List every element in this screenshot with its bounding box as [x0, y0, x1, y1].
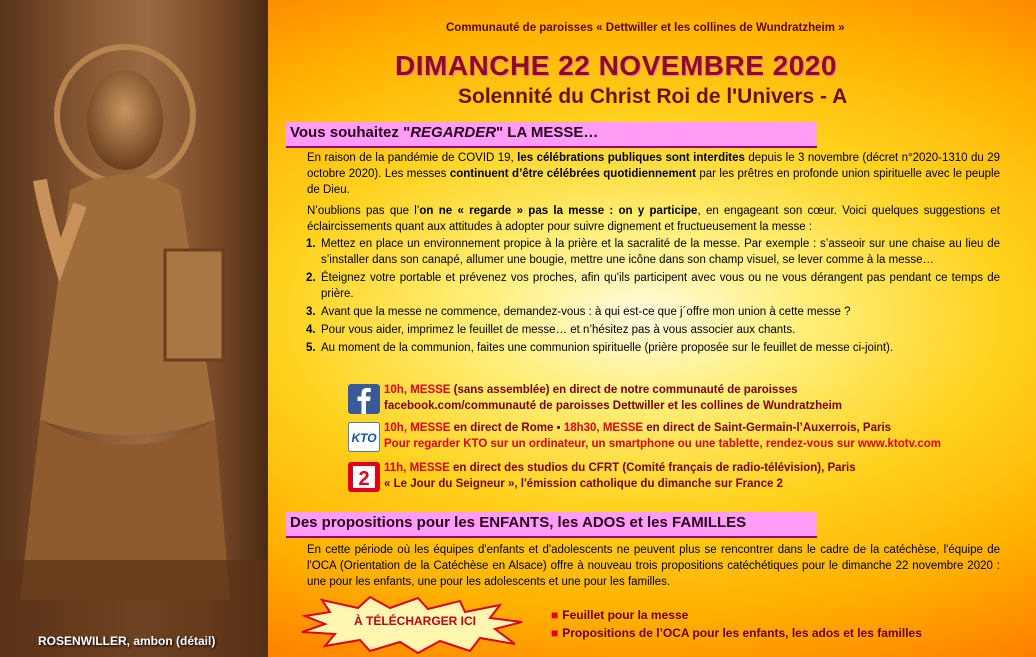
france2-line-1: [384, 460, 856, 476]
bullet-square-icon: ■: [551, 626, 559, 640]
section-heading-families: Des propositions pour les ENFANTS, les ADOS et les FAMILLES: [286, 512, 817, 538]
list-item: [306, 236, 1000, 268]
kto-logo: [348, 422, 380, 452]
list-text: Avant que la messe ne commence, demandez-vous : à qui est-ce que j´offre mon union à cette messe ?: [321, 306, 851, 318]
facebook-line-1: [384, 382, 842, 398]
kto-line-1: [384, 420, 941, 436]
link-text: Propositions de l’OCA pour les enfants, les ados et les familles: [562, 626, 922, 640]
list-number: 2.: [306, 272, 316, 284]
christ-relief-image: [0, 0, 268, 657]
broadcast-detail: (sans assemblée) en direct de notre communauté de paroisses: [450, 384, 798, 396]
heading-part: " LA MESSE…: [496, 124, 599, 141]
svg-text:KTO: KTO: [351, 431, 377, 445]
list-number: 1.: [306, 238, 316, 250]
kto-link[interactable]: Pour regarder KTO sur un ordinateur, un smartphone ou une tablette, rendez-vous sur www.ktotv.com: [384, 438, 941, 450]
participation-paragraph: [307, 203, 1000, 235]
link-oca-proposals[interactable]: [551, 624, 922, 642]
list-number: 4.: [306, 324, 316, 336]
text-bold: les célébrations publiques sont interdites: [517, 152, 745, 164]
kto-text: [384, 420, 941, 452]
section-heading-watch-mass: [286, 122, 817, 148]
france2-logo: [348, 462, 380, 492]
facebook-text: [384, 382, 842, 414]
list-item: [306, 322, 1000, 338]
text-part: par les prêtres en profonde union spirituelle avec le peuple de Dieu.: [307, 168, 1000, 196]
covid-paragraph: [307, 150, 1000, 198]
text-bold: on ne « regarde » pas la messe : on y participe: [419, 205, 698, 217]
download-label[interactable]: À TÉLÉCHARGER ICI: [354, 614, 477, 628]
download-links: [551, 606, 922, 642]
text-bold: continuent d’être célébrées quotidiennement: [449, 168, 696, 180]
text-part: N’oublions pas que l’: [307, 205, 420, 217]
suggestions-list: [306, 236, 1000, 358]
heading-part: Vous souhaitez ": [290, 124, 411, 141]
list-number: 5.: [306, 342, 316, 354]
text-part: depuis le 3 novembre (décret n°2020-1310 du 29 octobre 2020). Les messes: [307, 152, 1000, 180]
parish-name: Communauté de paroisses « Dettwiller et les collines de Wundratzheim »: [446, 22, 845, 34]
heading-emphasis: REGARDER: [410, 124, 497, 141]
list-item: [306, 304, 1000, 320]
text-part: En raison de la pandémie de COVID 19,: [307, 152, 518, 164]
list-text: Éteignez votre portable et prévenez vos proches, afin qu'ils participent avec vous ou ne vous dérangent pas pendant ce temps de prière.: [321, 272, 1000, 300]
bullet-square-icon: ■: [551, 608, 559, 622]
catechesis-paragraph: En cette période où les équipes d'enfants et d'adolescents ne peuvent plus se rencontrer dans le cadre de la catéchèse, l'équipe de l'OCA (Orientation de la Catéchèse en Alsace) offre à nouveau trois propositions catéchétiques pour le dimanche 22 novembre 2020 : une pour les enfants, une pour les adolescents et une pour les familles.: [307, 544, 1000, 588]
facebook-link[interactable]: facebook.com/communauté de paroisses Dettwiller et les collines de Wundratzheim: [384, 400, 842, 412]
text-part: , en engageant son cœur. Voici quelques suggestions et éclaircissements quant aux attitudes à adopter pour suivre dignement et fructueusement la messe :: [307, 205, 1000, 233]
france2-line-2: « Le Jour du Seigneur », l'émission catholique du dimanche sur France 2: [384, 478, 783, 490]
broadcast-detail: en direct de Saint-Germain-l’Auxerrois, Paris: [643, 422, 892, 434]
svg-text:2: 2: [358, 468, 370, 490]
list-item: [306, 270, 1000, 302]
broadcast-detail: en direct des studios du CFRT (Comité français de radio-télévision), Paris: [449, 462, 856, 474]
list-item: [306, 340, 1000, 356]
facebook-icon: [348, 384, 380, 414]
link-feuillet[interactable]: [551, 606, 922, 624]
list-number: 3.: [306, 306, 316, 318]
france2-text: [384, 460, 856, 492]
broadcast-time: 10h, MESSE: [384, 422, 451, 434]
list-text: Mettez en place un environnement propice à la prière et la sacralité de la messe. Par exemple : s’asseoir sur une chaise au lieu de s’installer dans son canapé, allumer une bougie, mettre une icône dans son champ visuel, se lever comme à la messe…: [321, 238, 1000, 266]
link-text: Feuillet pour la messe: [562, 608, 689, 622]
image-caption: ROSENWILLER, ambon (détail): [38, 634, 216, 648]
broadcast-time: 18h30, MESSE: [563, 422, 644, 434]
page-title: DIMANCHE 22 NOVEMBRE 2020: [395, 50, 837, 81]
broadcast-detail: en direct de Rome ▪: [450, 422, 564, 434]
list-text: Au moment de la communion, faites une communion spirituelle (prière proposée sur le feuillet de messe ci-joint).: [321, 342, 894, 354]
broadcast-time: 11h, MESSE: [384, 462, 450, 474]
page-subtitle: Solennité du Christ Roi de l'Univers - A: [458, 85, 848, 108]
list-text: Pour vous aider, imprimez le feuillet de messe… et n’hésitez pas à vous associer aux chants.: [321, 324, 796, 336]
broadcast-time: 10h, MESSE: [384, 384, 451, 396]
